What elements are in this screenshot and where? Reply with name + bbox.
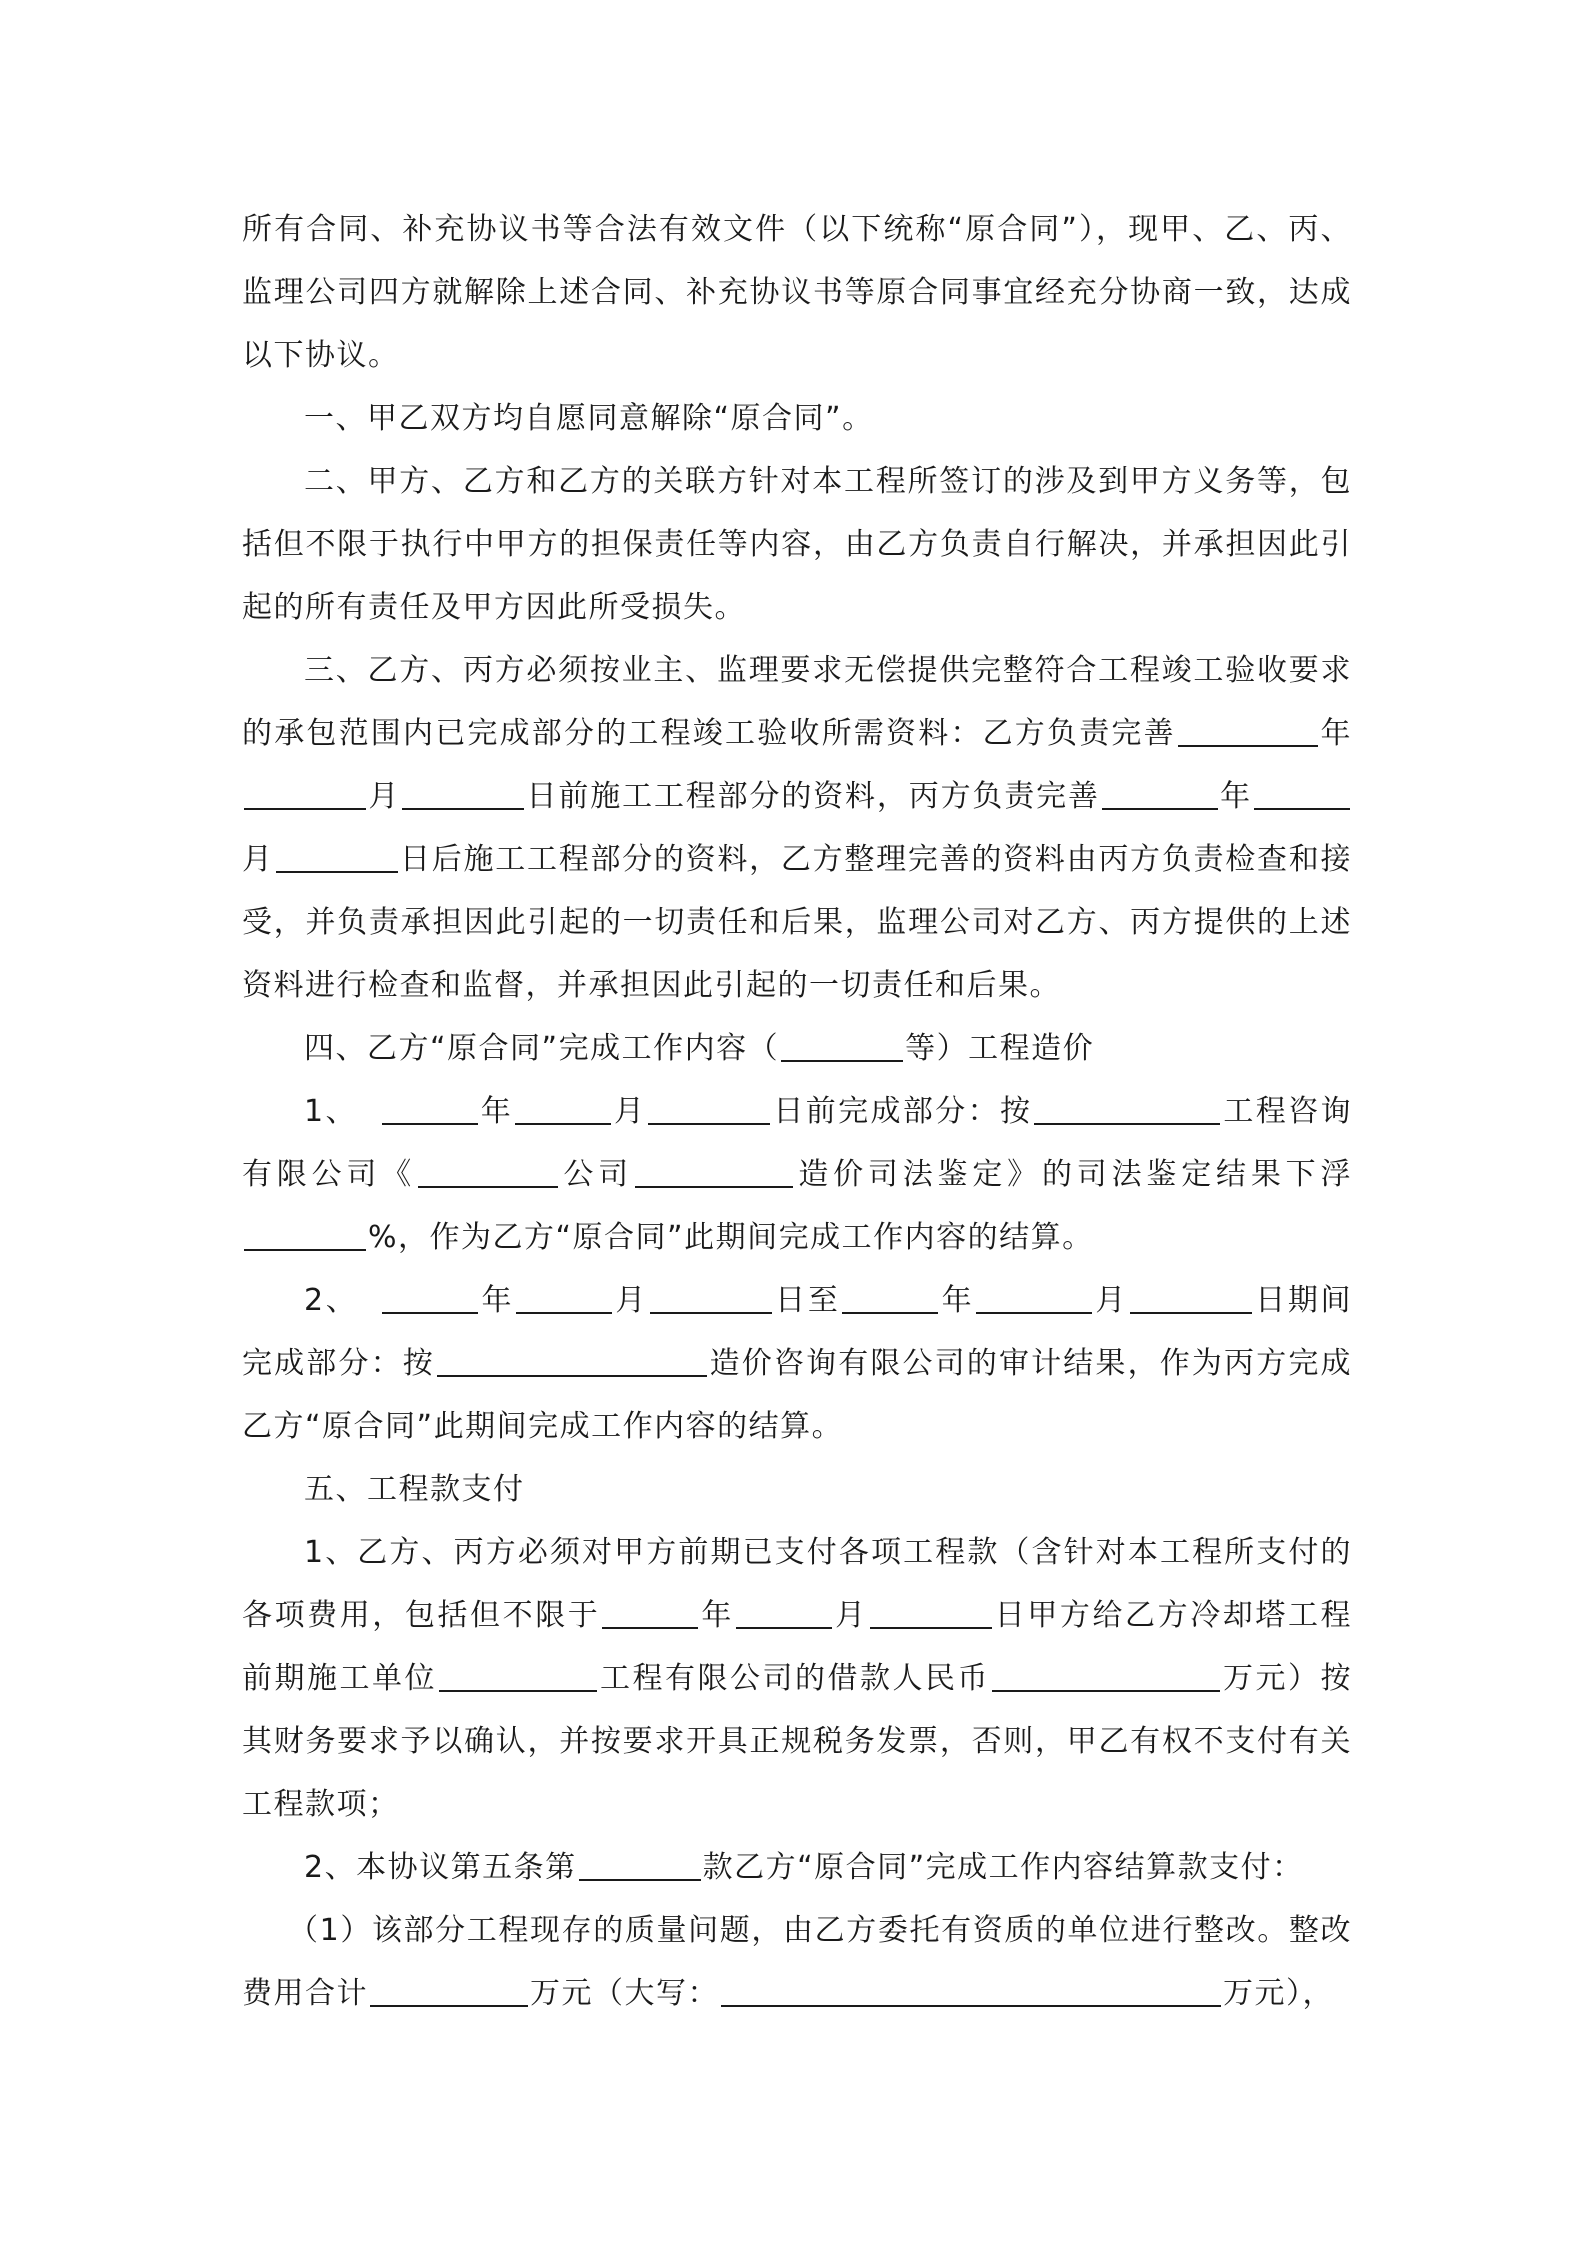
month-label: 月	[242, 842, 274, 877]
item-number: 1、	[304, 1094, 358, 1129]
clause-5-item-2	[242, 1836, 1352, 1899]
blank-field[interactable]	[382, 1093, 478, 1125]
year-label: 年	[940, 1283, 975, 1318]
blank-field[interactable]	[244, 1219, 366, 1251]
item-text: 万元）按其财务要求予以确认，并按要求开具正规税务发票，否则，甲乙有权不支付有关工程款项；	[242, 1661, 1352, 1822]
clause-3-text: 日后施工工程部分的资料，乙方整理完善的资料由丙方负责检查和接受，并负责承担因此引起的一切责任和后果，监理公司对乙方、丙方提供的上述资料进行检查和监督，并承担因此引起的一切责任和后果。	[242, 842, 1353, 1003]
clause-4	[242, 1017, 1352, 1080]
clause-2	[242, 450, 1352, 639]
month-label: 月	[1094, 1283, 1129, 1318]
item-text: 日至	[774, 1283, 841, 1318]
blank-field[interactable]	[650, 1282, 772, 1314]
clause-1-text: 一、甲乙双方均自愿同意解除“原合同”。	[304, 401, 874, 436]
blank-field[interactable]	[1130, 1282, 1252, 1314]
blank-field[interactable]	[992, 1660, 1220, 1692]
year-label: 年	[480, 1283, 515, 1318]
clause-4-text: 等）工程造价	[905, 1031, 1095, 1066]
item-text: 万元），	[1223, 1976, 1334, 2011]
year-label: 年	[700, 1598, 735, 1633]
blank-field[interactable]	[721, 1975, 1221, 2007]
blank-field[interactable]	[635, 1156, 793, 1188]
item-text: 款乙方“原合同”完成工作内容结算款支付：	[702, 1850, 1304, 1885]
item-text: 日期间完成部分：按	[242, 1283, 1353, 1381]
month-label: 月	[613, 1094, 647, 1129]
clause-4-item-2	[242, 1269, 1352, 1458]
item-text: 日前完成部分：按	[772, 1094, 1033, 1129]
preamble-text: 所有合同、补充协议书等合法有效文件（以下统称“原合同”），现甲、乙、丙、监理公司四方就解除上述合同、补充协议书等原合同事宜经充分协商一致，达成以下协议。	[242, 212, 1352, 373]
clause-5-item-1	[242, 1521, 1352, 1836]
item-text: 造价司法鉴定》的司法鉴定结果下浮	[795, 1157, 1352, 1192]
item-text: 万元（大写：	[530, 1976, 719, 2011]
clause-3-text: 日前施工工程部分的资料，丙方负责完善	[526, 779, 1100, 814]
document-body	[242, 198, 1352, 2025]
item-number: 2、	[304, 1283, 359, 1318]
clause-3-text: 三、乙方、丙方必须按业主、监理要求无偿提供完整符合工程竣工验收要求的承包范围内已完成部分的工程竣工验收所需资料：乙方负责完善	[242, 653, 1352, 751]
item-text: 工程有限公司的借款人民币	[599, 1661, 990, 1696]
item-text: 公司	[560, 1157, 633, 1192]
month-label: 月	[834, 1598, 868, 1633]
blank-field[interactable]	[1178, 715, 1318, 747]
year-label: 年	[1319, 716, 1353, 751]
blank-field[interactable]	[579, 1849, 701, 1881]
blank-field[interactable]	[382, 1282, 478, 1314]
blank-field[interactable]	[516, 1282, 612, 1314]
item-text: 工程咨询有限公司《	[242, 1094, 1353, 1192]
blank-field[interactable]	[736, 1597, 832, 1629]
blank-field[interactable]	[648, 1093, 770, 1125]
item-text: 2、本协议第五条第	[304, 1850, 577, 1885]
blank-field[interactable]	[370, 1975, 528, 2007]
year-label: 年	[1219, 779, 1253, 814]
blank-field[interactable]	[976, 1282, 1092, 1314]
item-text: 1、乙方、丙方必须对甲方前期已支付各项工程款（含针对本工程所支付的各项费用，包括但不限于	[242, 1535, 1352, 1633]
item-text: （1）该部分工程现存的质量问题，由乙方委托有资质的单位进行整改。整改费用合计	[242, 1913, 1352, 2011]
year-label: 年	[479, 1094, 514, 1129]
blank-field[interactable]	[1254, 778, 1350, 810]
blank-field[interactable]	[842, 1282, 938, 1314]
blank-field[interactable]	[1102, 778, 1218, 810]
blank-field[interactable]	[515, 1093, 611, 1125]
clause-1	[242, 387, 1352, 450]
blank-field[interactable]	[439, 1660, 597, 1692]
item-text: 日甲方给乙方冷却塔工程前期施工单位	[242, 1598, 1353, 1696]
blank-field[interactable]	[437, 1345, 707, 1377]
clause-4-text: 四、乙方“原合同”完成工作内容（	[304, 1031, 780, 1066]
paragraph-preamble	[242, 198, 1352, 387]
blank-field[interactable]	[276, 841, 398, 873]
clause-3	[242, 639, 1352, 1017]
clause-2-text: 二、甲方、乙方和乙方的关联方针对本工程所签订的涉及到甲方义务等，包括但不限于执行中甲方的担保责任等内容，由乙方负责自行解决，并承担因此引起的所有责任及甲方因此所受损失。	[242, 464, 1352, 625]
blank-field[interactable]	[870, 1597, 992, 1629]
blank-field[interactable]	[1034, 1093, 1220, 1125]
item-text: 造价咨询有限公司的审计结果，作为丙方完成乙方“原合同”此期间完成工作内容的结算。	[242, 1346, 1353, 1444]
clause-4-item-1	[242, 1080, 1352, 1269]
blank-field[interactable]	[244, 778, 366, 810]
month-label: 月	[368, 779, 401, 814]
blank-field[interactable]	[418, 1156, 558, 1188]
clause-5-item-2-sub-1	[242, 1899, 1352, 2025]
blank-field[interactable]	[602, 1597, 698, 1629]
clause-5-heading	[242, 1458, 1352, 1521]
blank-field[interactable]	[402, 778, 524, 810]
blank-field[interactable]	[781, 1030, 903, 1062]
month-label: 月	[614, 1283, 649, 1318]
item-text: %，作为乙方“原合同”此期间完成工作内容的结算。	[368, 1220, 1094, 1255]
clause-5-text: 五、工程款支付	[304, 1472, 525, 1507]
